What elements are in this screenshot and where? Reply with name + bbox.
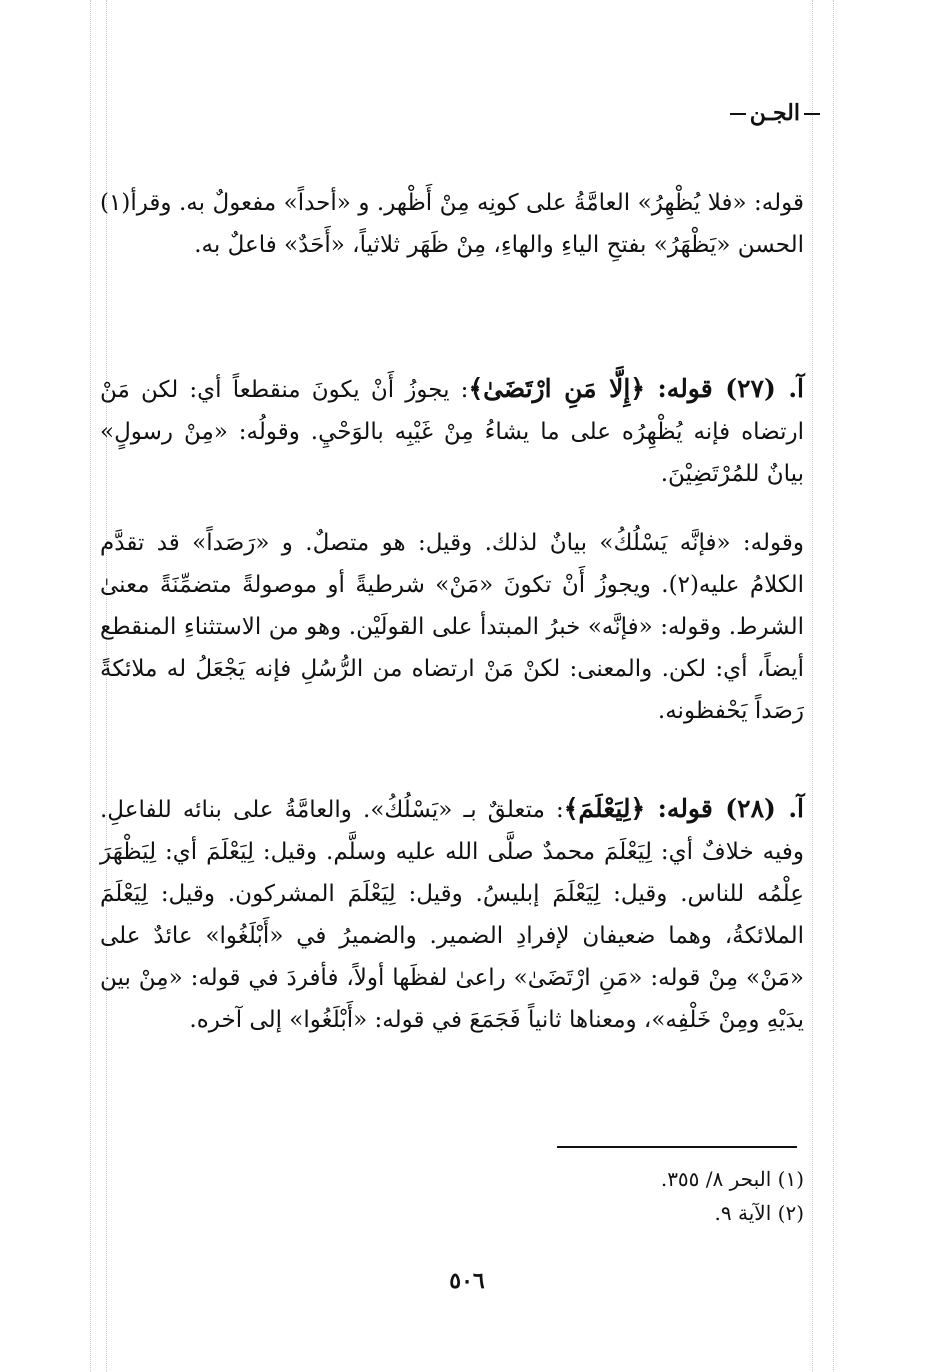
paragraph-verse-27 bbox=[100, 368, 804, 495]
footnote-2: (٢) الآية ٩. bbox=[714, 1201, 804, 1225]
dash-ornament bbox=[730, 113, 746, 115]
page-number: ٥٠٦ bbox=[449, 1268, 485, 1294]
paragraph-text bbox=[100, 788, 804, 1041]
footnote-1: (١) البحر ٨/ ٣٥٥. bbox=[660, 1167, 804, 1191]
paragraph-reading bbox=[100, 182, 804, 266]
paragraph-text bbox=[100, 368, 804, 495]
verse-heading: آ. (٢٨) قوله: ﴿لِيَعْلَمَ﴾ bbox=[563, 794, 804, 823]
scan-guide-line bbox=[833, 0, 834, 1372]
paragraph-text: قوله: «فلا يُظْهِرُ» العامَّةُ على كونِه مِنْ أَظْهر. و «أحداً» مفعولٌ به. وقرأ(١) الحسن «يَظْهَرُ» بفتحِ الياءِ والهاءِ، مِنْ ظَهَر ثلاثياً، «أَحَدٌ» فاعلٌ به. bbox=[100, 190, 804, 258]
footnote-divider bbox=[557, 1146, 797, 1148]
verse-commentary: : يجوزُ أَنْ يكونَ منقطعاً أي: لكن مَنْ ارتضاه فإنه يُظْهِرُه على ما يشاءُ مِنْ غَيْبِه بالوَحْيِ. وقولُه: «مِنْ رسولٍ» بيانٌ للمُرْتَضِيْنَ. bbox=[100, 377, 804, 487]
paragraph-text: وقوله: «فإنَّه يَسْلُكُ» بيانٌ لذلك. وقيل: هو متصلٌ. و «رَصَداً» قد تقدَّم الكلامُ عليه(٢). ويجوزُ أَنْ تكونَ «مَنْ» شرطيةً أو موصولةً متضمِّنَةً معنىٰ الشرط. وقوله: «فإنَّه» خبرُ المبتدأ على القولَيْن. وهو من الاستثناءِ المنقطع أيضاً، أي: لكن. والمعنى: لكنْ مَنْ ارتضاه من الرُّسُلِ فإنه يَجْعَلُ له ملائكةً رَصَداً يَحْفظونه. bbox=[100, 530, 804, 724]
scan-guide-line bbox=[90, 0, 91, 1372]
scan-guide-line bbox=[812, 0, 813, 1372]
dash-ornament bbox=[804, 113, 820, 115]
running-head bbox=[726, 100, 824, 126]
footnotes bbox=[661, 1162, 804, 1230]
verse-commentary: : متعلقٌ بـ «يَسْلُكُ». والعامَّةُ على بنائه للفاعلِ. وفيه خلافٌ أي: لِيَعْلَمَ محمدٌ صلَّى الله عليه وسلَّم. وقيل: لِيَعْلَمَ أي: لِيَظْهَرَ عِلْمُه للناس. وقيل: لِيَعْلَمَ إبليسُ. وقيل: لِيَعْلَمَ المشركون. وقيل: لِيَعْلَمَ الملائكةُ، وهما ضعيفان لإفرادِ الضمير. والضميرُ في «أَبْلَغُوا» عائدٌ على «مَنْ» مِنْ قوله: «مَنِ ارْتَضَىٰ» راعىٰ لفظَها أولاً، فأفردَ في قوله: «مِنْ بين يدَيْهِ ومِنْ خَلْفِه»، ومعناها ثانياً فَجَمَعَ في قوله: «أَبْلَغُوا» إلى آخره. bbox=[100, 797, 804, 1033]
verse-heading: آ. (٢٧) قوله: ﴿إِلَّا مَنِ ارْتَضَىٰ﴾ bbox=[468, 374, 804, 403]
paragraph-verse-28 bbox=[100, 788, 804, 1041]
paragraph-commentary bbox=[100, 522, 804, 732]
running-head-title: الجـن bbox=[749, 100, 800, 126]
